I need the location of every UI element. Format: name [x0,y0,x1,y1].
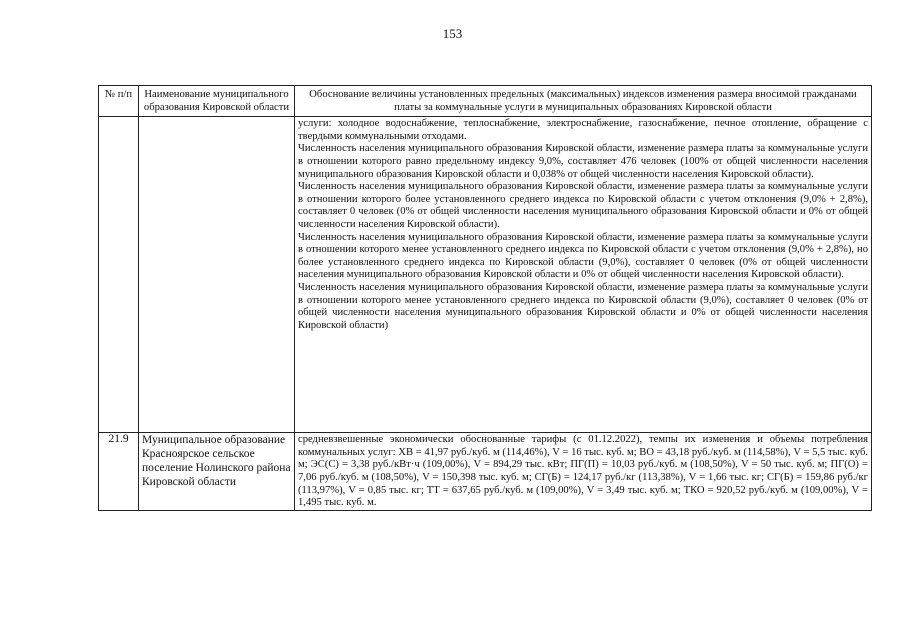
table-row [99,433,872,511]
table-header-row [99,86,872,117]
row-municipality-name: Муниципальное образование Красноярское сельское поселение Нолинского района Кировской области [139,433,295,511]
justification-paragraph: Численность населения муниципального образования Кировской области, изменение размера платы за коммунальные услуги в отношении которого более установленного среднего индекса по Кировской области с учетом отклонения (9,0% + 2,8%), составляет 0 человек (0% от общей численности населения муниципального образования Кировской области и 0% от общей численности населения Кировской области). [298,181,868,230]
justification-paragraph: средневзвешенные экономически обоснованные тарифы (с 01.12.2022), темпы их изменения и объемы потребления коммунальных услуг: ХВ = 41,97 руб./куб. м (114,46%), V = 16 тыс. куб. м; ВО = 43,18 руб./куб. м (114,58%), V = 5,5 тыс. куб. м; ЭС(С) = 3,38 руб./кВт·ч (109,00%), V = 894,29 тыс. кВт; ПГ(П) = 10,03 руб./куб. м (108,50%), V = 50 тыс. куб. м; ПГ(О) = 7,06 руб./куб. м (108,50%), V = 150,398 тыс. куб. м; СГ(Б) = 124,17 руб./кг (113,38%), V = 1,66 тыс. кг; СГ(Б) = 159,86 руб./кг (113,97%), V = 0,85 тыс. кг; ТТ = 637,65 руб./куб. м (109,00%), V = 3,49 тыс. куб. м; ТКО = 920,52 руб./куб. м (109,00%), V = 1,495 тыс. куб. м. [298,434,868,509]
justification-paragraph: Численность населения муниципального образования Кировской области, изменение размера платы за коммунальные услуги в отношении которого равно предельному индексу 9,0%, составляет 476 человек (100% от общей численности населения муниципального образования Кировской области и 0,038% от общей численности населения Кировской области). [298,143,868,180]
tariff-justification-table [98,85,872,511]
row-justification [295,117,872,433]
table-row [99,117,872,433]
row-justification [295,433,872,511]
justification-paragraph: Численность населения муниципального образования Кировской области, изменение размера платы за коммунальные услуги в отношении которого менее установленного среднего индекса по Кировской области с учетом отклонения (9,0% + 2,8%), но более установленного среднего индекса по Кировской области (9,0%), составляет 0 человек (0% от общей численности населения муниципального образования Кировской области и 0% от общей численности населения Кировской области). [298,231,868,281]
justification-paragraph: услуги: холодное водоснабжение, теплоснабжение, электроснабжение, газоснабжение, печное отопление, обращение с твердыми коммунальными отходами. [298,118,868,142]
row-number [99,117,139,433]
header-number: № п/п [99,86,139,117]
page-number: 153 [442,26,463,41]
justification-paragraph: Численность населения муниципального образования Кировской области, изменение размера платы за коммунальные услуги в отношении которого менее установленного среднего индекса по Кировской области (9,0%), составляет 0 человек (0% от общей численности населения муниципального образования Кировской области и 0% от общей численности населения Кировской области) [298,281,868,331]
row-municipality-name [139,117,295,433]
header-municipality-name: Наименование муниципального образования Кировской области [139,86,295,117]
row-number: 21.9 [99,433,139,511]
header-justification: Обоснование величины установленных предельных (максимальных) индексов изменения размера вносимой гражданами платы за коммунальные услуги в муниципальных образованиях Кировской области [295,86,872,117]
